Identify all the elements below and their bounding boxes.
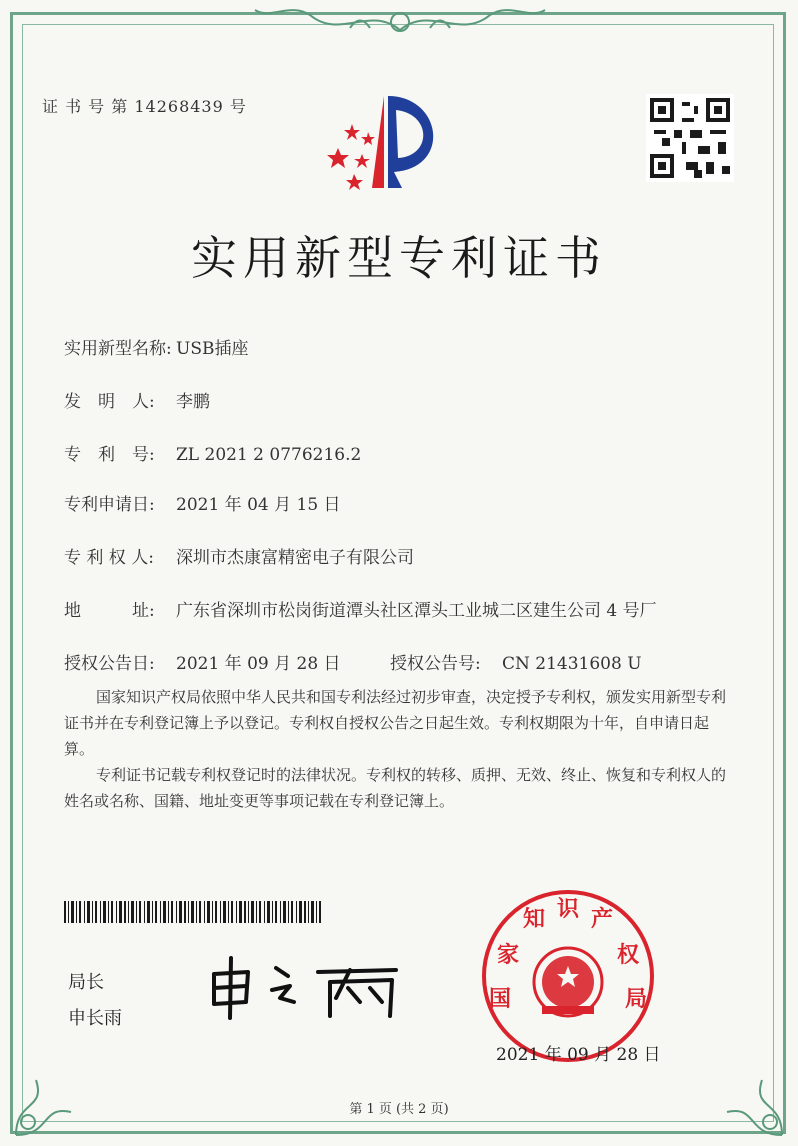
- certificate-number: 证 书 号 第 14268439 号: [42, 97, 247, 116]
- field-label: 发 明 人:: [64, 392, 155, 412]
- field-label: 实用新型名称:: [64, 339, 172, 359]
- svg-text:产: 产: [590, 907, 614, 932]
- field-address: [64, 596, 657, 621]
- qr-code-icon: [646, 94, 734, 182]
- field-value: ZL 2021 2 0776216.2: [176, 445, 362, 465]
- field-value: 深圳市杰康富精密电子有限公司: [176, 548, 414, 568]
- barcode-icon: [64, 901, 324, 923]
- field-utility-model-name: [64, 334, 248, 359]
- field-value: 广东省深圳市松岗街道潭头社区潭头工业城二区建生公司 4 号厂: [176, 601, 657, 621]
- handwritten-signature: [200, 952, 410, 1022]
- field-grant-date: [64, 649, 341, 674]
- field-value: 李鹏: [176, 392, 210, 412]
- field-label: 专 利 权 人:: [64, 548, 154, 568]
- svg-text:权: 权: [616, 943, 640, 968]
- cnipa-emblem-icon: [322, 88, 462, 198]
- legal-paragraph-2: 专利证书记载专利权登记时的法律状况。专利权的转移、质押、无效、终止、恢复和专利权人的姓名或名称、国籍、地址变更等事项记载在专利登记簿上。: [64, 766, 727, 810]
- field-label: 专利申请日:: [64, 495, 155, 515]
- field-label: 地 址:: [64, 601, 155, 621]
- field-value: CN 21431608 U: [502, 654, 642, 674]
- svg-text:知: 知: [522, 907, 546, 932]
- field-value: 2021 年 04 月 15 日: [176, 495, 341, 515]
- field-patent-number: [64, 440, 361, 465]
- svg-text:家: 家: [496, 943, 520, 968]
- field-label: 专 利 号:: [64, 445, 155, 465]
- field-grant-number: [390, 649, 642, 674]
- certificate-title: 实用新型专利证书: [191, 231, 607, 285]
- page-number: 第 1 页 (共 2 页): [349, 1102, 449, 1117]
- svg-text:国: 国: [488, 987, 512, 1012]
- field-inventor: [64, 387, 210, 412]
- field-label: 授权公告日:: [64, 654, 155, 674]
- official-red-seal: [478, 886, 658, 1066]
- top-floral-ornament: [250, 0, 550, 50]
- field-filing-date: [64, 490, 341, 515]
- field-label: 授权公告号:: [390, 654, 481, 674]
- bottom-right-corner-ornament: [702, 1050, 792, 1140]
- field-patentee: [64, 543, 414, 568]
- svg-text:局: 局: [624, 987, 648, 1012]
- legal-paragraph-1: 国家知识产权局依照中华人民共和国专利法经过初步审查，决定授予专利权，颁发实用新型专利证书并在专利登记簿上予以登记。专利权自授权公告之日起生效。专利权期限为十年，自申请日起算。: [64, 688, 727, 758]
- signatory-name: 申长雨: [68, 1008, 122, 1029]
- bottom-left-corner-ornament: [6, 1050, 96, 1140]
- signatory-title: 局长: [68, 972, 104, 993]
- seal-date: 2021 年 09 月 28 日: [496, 1045, 661, 1065]
- field-value: 2021 年 09 月 28 日: [176, 654, 341, 674]
- field-value: USB插座: [176, 339, 249, 359]
- svg-text:识: 识: [556, 897, 580, 922]
